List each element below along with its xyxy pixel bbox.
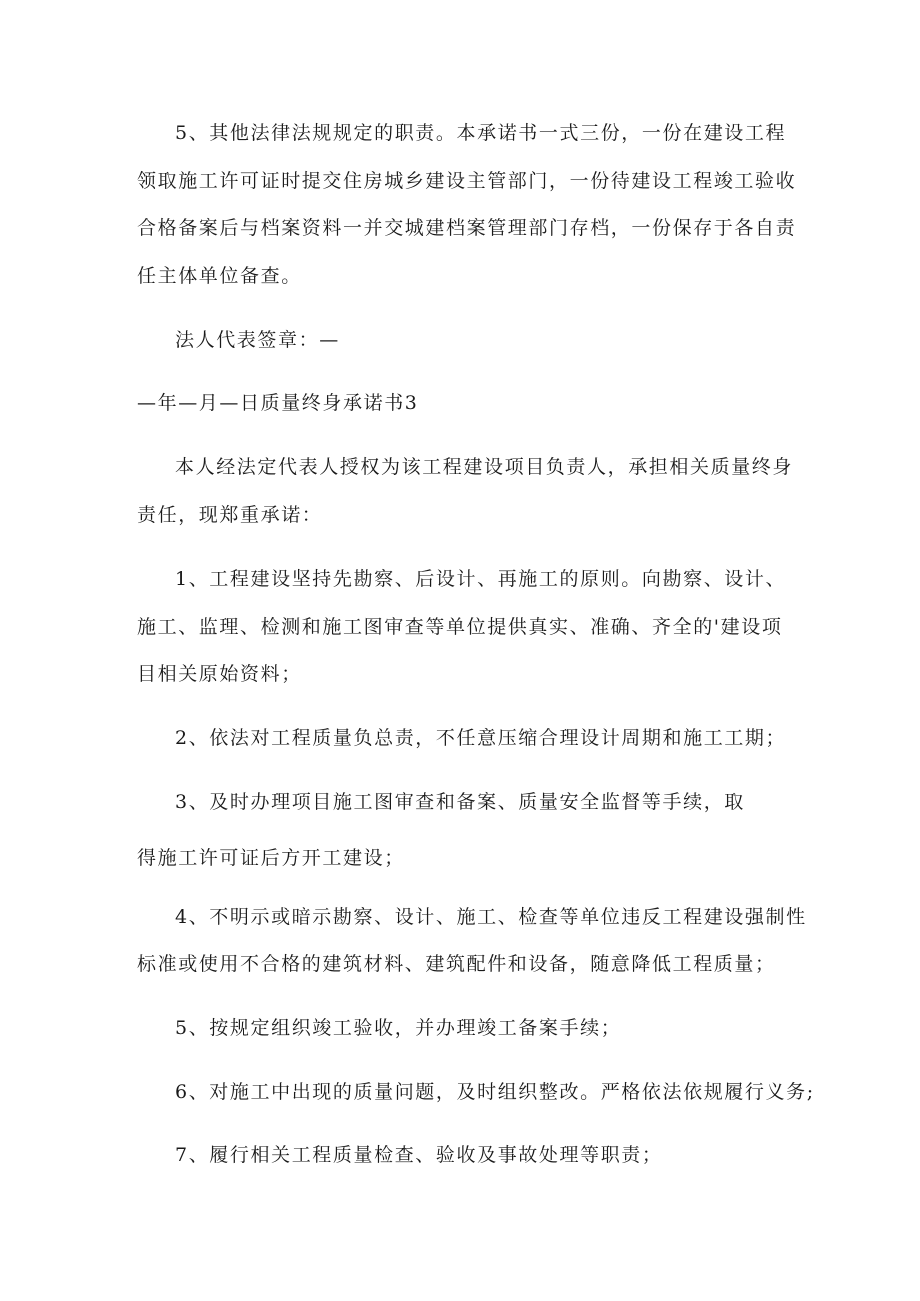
item-1-line-1: 1、工程建设坚持先勘察、后设计、再施工的原则。向勘察、设计、 bbox=[175, 568, 787, 590]
paragraph-1-line-4: 任主体单位备查。 bbox=[137, 265, 302, 287]
item-3-line-2: 得施工许可证后方开工建设； bbox=[137, 847, 405, 869]
item-6-line-1: 6、对施工中出现的质量问题，及时组织整改。严格依法依规履行义务; bbox=[175, 1081, 815, 1103]
item-4-line-2: 标准或使用不合格的建筑材料、建筑配件和设备，随意降低工程质量； bbox=[137, 953, 776, 975]
intro-line-1: 本人经法定代表人授权为该工程建设项目负责人，承担相关质量终身 bbox=[175, 456, 794, 478]
date-and-title-line: —年—月—日质量终身承诺书3 bbox=[137, 392, 419, 414]
item-2-line-1: 2、依法对工程质量负总责，不任意压缩合理设计周期和施工工期； bbox=[175, 727, 787, 749]
paragraph-1-line-1: 5、其他法律法规规定的职责。本承诺书一式三份，一份在建设工程 bbox=[175, 122, 787, 144]
item-7-line-1: 7、履行相关工程质量检查、验收及事故处理等职责； bbox=[175, 1144, 663, 1166]
intro-line-2: 责任，现郑重承诺： bbox=[137, 504, 323, 526]
paragraph-1-line-2: 领取施工许可证时提交住房城乡建设主管部门，一份待建设工程竣工验收 bbox=[137, 170, 797, 192]
item-1-line-2: 施工、监理、检测和施工图审查等单位提供真实、准确、齐全的'建设项 bbox=[137, 616, 783, 638]
item-4-line-1: 4、不明示或暗示勘察、设计、施工、检查等单位违反工程建设强制性 bbox=[175, 906, 807, 928]
legal-representative-signature: 法人代表签章：— bbox=[175, 329, 340, 351]
item-5-line-1: 5、按规定组织竣工验收，并办理竣工备案手续； bbox=[175, 1017, 622, 1039]
item-1-line-3: 目相关原始资料； bbox=[137, 663, 302, 685]
paragraph-1-line-3: 合格备案后与档案资料一并交城建档案管理部门存档，一份保存于各自责 bbox=[137, 217, 797, 239]
item-3-line-1: 3、及时办理项目施工图审查和备案、质量安全监督等手续，取 bbox=[175, 791, 745, 813]
